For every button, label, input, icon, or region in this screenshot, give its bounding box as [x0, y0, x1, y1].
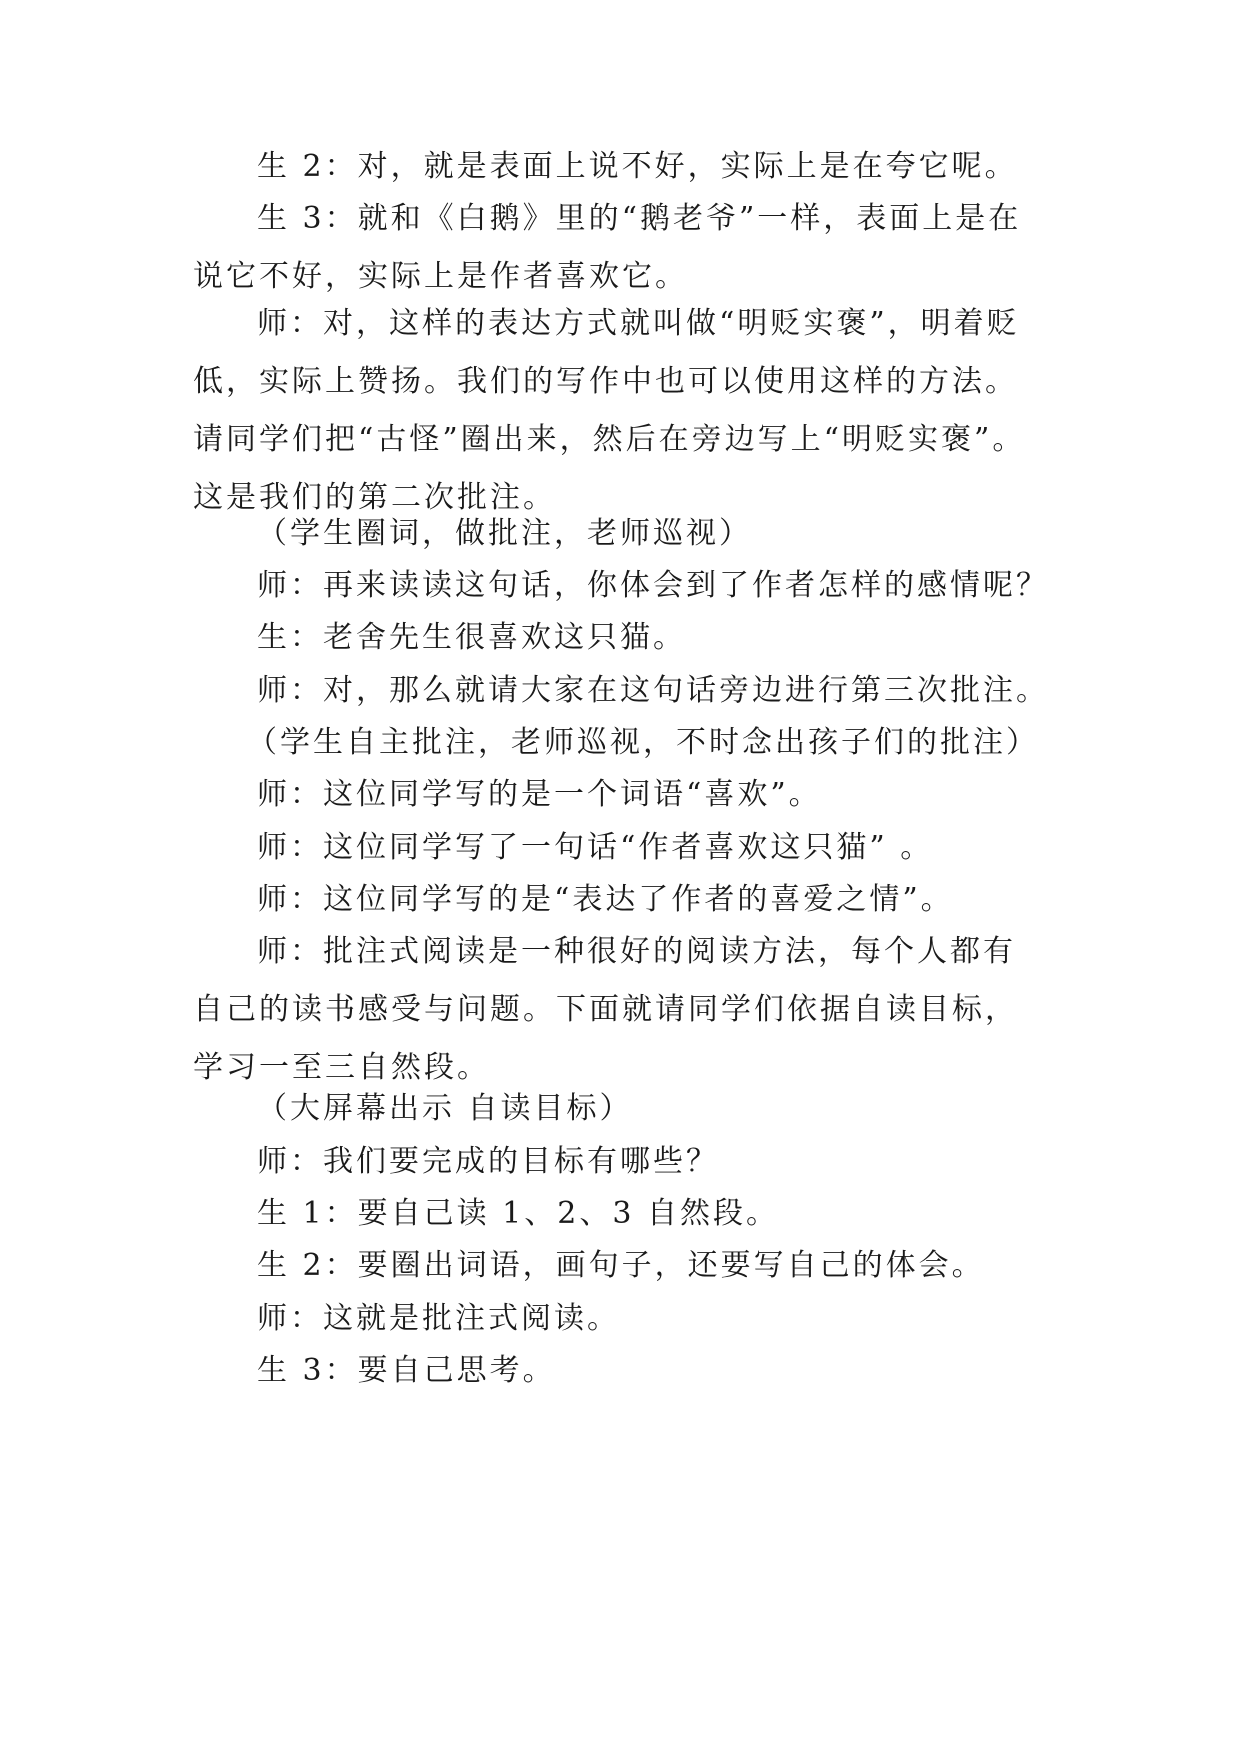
paragraph-3: 师：对，这样的表达方式就叫做“明贬实褒”，明着贬低，实际上赞扬。我们的写作中也可以使用这样的方法。请同学们把“古怪”圈出来，然后在旁边写上“明贬实褒”。这是我们的第二次批注。 — [193, 306, 1026, 515]
paragraph-7: 师：对，那么就请大家在这句话旁边进行第三次批注。 — [257, 673, 1049, 708]
paragraph-17: 师：这就是批注式阅读。 — [257, 1301, 620, 1336]
paragraph-15: 生 1：要自己读 1、2、3 自然段。 — [257, 1196, 779, 1231]
paragraph-1: 生 2：对，就是表面上说不好，实际上是在夸它呢。 — [257, 149, 1018, 184]
paragraph-2: 生 3：就和《白鹅》里的“鹅老爷”一样，表面上是在说它不好，实际上是作者喜欢它。 — [193, 201, 1022, 294]
paragraph-4: （学生圈词，做批注，老师巡视） — [257, 516, 752, 551]
paragraph-16: 生 2：要圈出词语，画句子，还要写自己的体会。 — [257, 1248, 985, 1283]
paragraph-8: （学生自主批注，老师巡视，不时念出孩子们的批注） — [247, 725, 1039, 760]
paragraph-6: 生：老舍先生很喜欢这只猫。 — [257, 620, 686, 655]
paragraph-14: 师：我们要完成的目标有哪些？ — [257, 1144, 719, 1179]
paragraph-10: 师：这位同学写了一句话“作者喜欢这只猫” 。 — [257, 830, 934, 865]
paragraph-12: 师：批注式阅读是一种很好的阅读方法，每个人都有自己的读书感受与问题。下面就请同学们依据自读目标，学习一至三自然段。 — [193, 934, 1018, 1085]
paragraph-9: 师：这位同学写的是一个词语“喜欢”。 — [257, 777, 822, 812]
paragraph-18: 生 3：要自己思考。 — [257, 1353, 556, 1388]
paragraph-13: （大屏幕出示 自读目标） — [257, 1091, 633, 1126]
paragraph-5: 师：再来读读这句话，你体会到了作者怎样的感情呢？ — [257, 568, 1049, 603]
paragraph-11: 师：这位同学写的是“表达了作者的喜爱之情”。 — [257, 882, 954, 917]
